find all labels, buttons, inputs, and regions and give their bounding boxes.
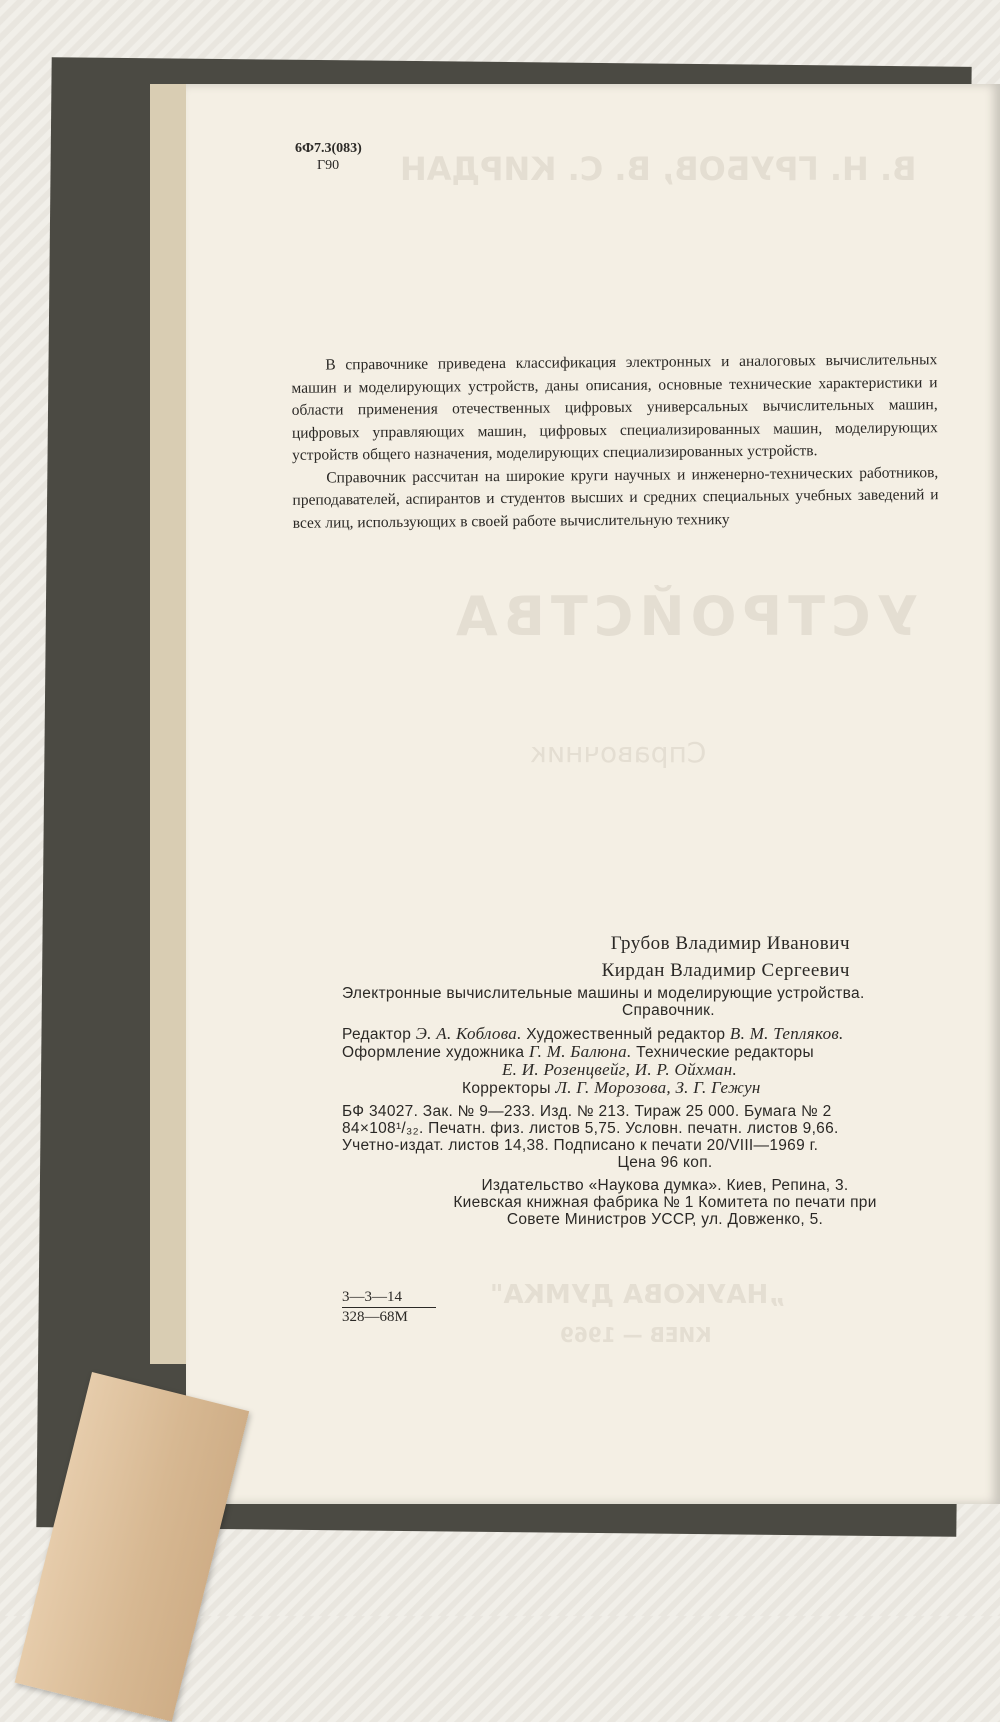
abstract-paragraph-2: Справочник рассчитан на широкие круги научных и инженерно-технических работников, преподавателей, аспирантов и студентов высших и средних специальных учебных заведений и всех лиц, использующих в своей работе вычислительную технику: [292, 463, 939, 532]
book-title-line-2: Справочник.: [622, 1002, 715, 1019]
book-title: [342, 985, 988, 1019]
editor-name: Э. А. Коблова.: [415, 1024, 522, 1043]
bleed-publisher: „НАУКОВА ДУМКА": [490, 1280, 786, 1310]
credits: [342, 1025, 988, 1097]
bleed-subtitle: Справочник: [530, 736, 707, 769]
abstract-paragraph-1: В справочнике приведена классификация электронных и аналоговых вычислительных машин и моделирующих устройств, даны описания, основные технические характеристики и области применения отечественных цифровых универсальных вычислительных машин, цифровых управляющих машин, цифровых специализированных машин, моделирующих устройств общего назначения, моделирующих специализированных устройств.: [291, 351, 938, 464]
bleed-title: УСТРОЙСТВА: [450, 585, 919, 648]
catalog-code: [342, 1288, 436, 1327]
udc-classification: [295, 140, 362, 174]
art-editor-name: В. М. Тепляков.: [729, 1024, 844, 1043]
tech-editors-names: Е. И. Розенцвейг, И. Р. Ойхман.: [502, 1060, 737, 1079]
specs-line-1: БФ 34027. Зак. № 9—233. Изд. № 213. Тираж 25 000. Бумага № 2: [342, 1103, 832, 1120]
bleed-place-year: КИЕВ — 1969: [560, 1323, 712, 1347]
bleed-authors: В. Н. ГРУБОВ, В. С. КИРДАН: [400, 150, 917, 188]
publisher-line-1: Издательство «Наукова думка». Киев, Репина, 3.: [481, 1177, 849, 1194]
authors-block: [602, 930, 850, 984]
tech-editors-label: Технические редакторы: [636, 1044, 814, 1061]
book-title-line-1: Электронные вычислительные машины и моделирующие устройства.: [342, 985, 865, 1002]
design-label: Оформление художника: [342, 1044, 525, 1061]
publisher-line-2: Киевская книжная фабрика № 1 Комитета по печати при: [453, 1194, 877, 1211]
publisher-line-3: Совете Министров УССР, ул. Довженко, 5.: [506, 1211, 824, 1228]
price: Цена 96 коп.: [617, 1154, 713, 1171]
imprint-block: [342, 985, 988, 1234]
author-1: Грубов Владимир Иванович: [610, 933, 850, 954]
proofreaders-label: Корректоры: [462, 1080, 551, 1097]
specs-line-2: 84×108¹/₃₂. Печатн. физ. листов 5,75. Условн. печатн. листов 9,66.: [342, 1120, 839, 1137]
author-2: Кирдан Владимир Сергеевич: [601, 960, 850, 981]
design-name: Г. М. Балюна.: [528, 1042, 632, 1061]
print-specs: [342, 1103, 988, 1171]
publisher-info: [342, 1177, 988, 1228]
catalog-code-bottom: 328—68М: [342, 1309, 408, 1325]
catalog-code-top: 3—3—14: [342, 1288, 436, 1308]
udc-code: 6Ф7.3(083): [295, 141, 362, 156]
art-editor-label: Художественный редактор: [526, 1026, 726, 1043]
abstract: [291, 349, 939, 535]
proofreaders-names: Л. Г. Морозова, З. Г. Гежун: [555, 1078, 761, 1097]
author-mark: Г90: [317, 158, 340, 173]
editor-label: Редактор: [342, 1026, 412, 1043]
specs-line-3: Учетно-издат. листов 14,38. Подписано к печати 20/VIII—1969 г.: [342, 1137, 819, 1154]
